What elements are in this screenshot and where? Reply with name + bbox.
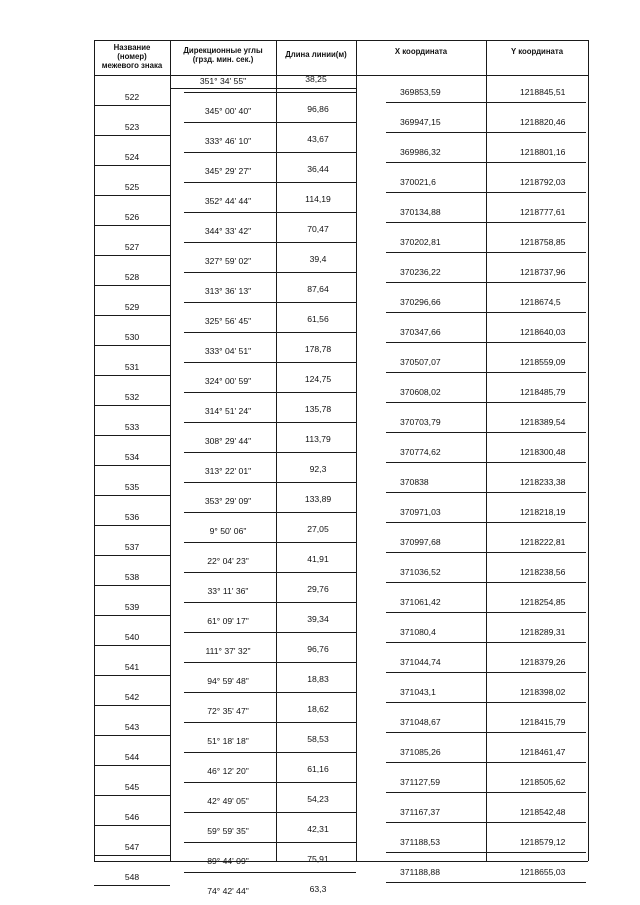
- x-coordinate-cell: 371085,26: [400, 747, 441, 757]
- row-separator-y: [491, 612, 586, 613]
- angle-row-underline: [170, 88, 356, 89]
- row-separator-angle: [184, 152, 356, 153]
- row-separator-angle: [184, 722, 356, 723]
- line-length-cell: 113,79: [305, 434, 331, 444]
- row-separator-angle: [184, 872, 356, 873]
- row-separator-name: [94, 675, 170, 676]
- row-separator-y: [491, 252, 586, 253]
- point-name-cell: 524: [124, 152, 140, 162]
- row-separator-angle: [184, 392, 356, 393]
- row-separator-y: [491, 732, 586, 733]
- column-border-2: [276, 40, 277, 861]
- x-coordinate-cell: 369853,59: [400, 87, 441, 97]
- y-coordinate-cell: 1218758,85: [520, 237, 566, 247]
- row-separator-y: [491, 402, 586, 403]
- direction-angle-cell: 74° 42' 44": [207, 886, 249, 896]
- x-coordinate-cell: 371127,59: [400, 777, 440, 787]
- point-name-cell: 529: [124, 302, 140, 312]
- header-point-name: [94, 43, 170, 70]
- line-length-cell: 42,31: [307, 824, 329, 834]
- line-length-cell: 27,05: [307, 524, 329, 534]
- direction-angle-cell: 59° 59' 35": [207, 826, 249, 836]
- y-coordinate-cell: 1218222,81: [520, 537, 566, 547]
- direction-angle-cell: 352° 44' 44": [204, 196, 252, 206]
- column-border-1: [170, 40, 171, 861]
- header-point-name-line: межевого знака: [101, 61, 163, 70]
- row-separator-y: [491, 882, 586, 883]
- line-length-cell: 18,83: [307, 674, 329, 684]
- line-length-cell: 178,78: [304, 344, 332, 354]
- direction-angle-cell: 313° 22' 01": [204, 466, 252, 476]
- row-separator-name: [94, 825, 170, 826]
- header-direction-angle: [170, 46, 276, 64]
- row-separator-angle: [184, 332, 356, 333]
- x-coordinate-cell: 371061,42: [400, 597, 441, 607]
- row-separator-name: [94, 735, 170, 736]
- row-separator-name: [94, 375, 170, 376]
- direction-angle-cell: 33° 11' 36": [207, 586, 249, 596]
- row-separator-name: [94, 615, 170, 616]
- y-coordinate-cell: 1218238,56: [520, 567, 566, 577]
- row-separator-y: [491, 762, 586, 763]
- row-separator-angle: [184, 782, 356, 783]
- point-name-cell: 543: [124, 722, 140, 732]
- row-separator-name: [94, 285, 170, 286]
- y-coordinate-cell: 1218801,16: [520, 147, 566, 157]
- row-separator-name: [94, 885, 170, 886]
- row-separator-angle: [184, 512, 356, 513]
- column-border-5: [588, 40, 589, 861]
- row-separator-name: [94, 525, 170, 526]
- line-length-cell: 41,91: [307, 554, 329, 564]
- line-length-cell: 96,76: [307, 644, 329, 654]
- row-separator-angle: [184, 212, 356, 213]
- line-length-cell: 39,4: [309, 254, 327, 264]
- row-separator-angle: [184, 572, 356, 573]
- header-direction-angle-line: Дирекционные углы: [183, 46, 263, 55]
- line-length-cell: 61,16: [307, 764, 329, 774]
- direction-angle-cell: 308° 29' 44": [204, 436, 252, 446]
- row-separator-name: [94, 855, 170, 856]
- row-separator-name: [94, 585, 170, 586]
- row-separator-y: [491, 702, 586, 703]
- line-length-cell: 36,44: [307, 164, 329, 174]
- y-coordinate-cell: 1218505,62: [520, 777, 566, 787]
- y-coordinate-cell: 1218289,31: [520, 627, 566, 637]
- row-separator-name: [94, 465, 170, 466]
- x-coordinate-cell: 370703,79: [400, 417, 441, 427]
- y-coordinate-cell: 1218640,03: [520, 327, 566, 337]
- point-name-cell: 534: [124, 452, 140, 462]
- row-separator-angle: [184, 452, 356, 453]
- row-separator-name: [94, 765, 170, 766]
- row-separator-name: [94, 495, 170, 496]
- y-coordinate-cell: 1218485,79: [520, 387, 566, 397]
- y-coordinate-cell: 1218674,5: [520, 297, 561, 307]
- direction-angle-cell: 72° 35' 47": [207, 706, 249, 716]
- row-separator-name: [94, 435, 170, 436]
- direction-angle-cell: 61° 09' 17": [207, 616, 249, 626]
- x-coordinate-cell: 371188,88: [400, 867, 440, 877]
- row-separator-y: [491, 522, 586, 523]
- row-separator-y: [491, 822, 586, 823]
- row-separator-y: [491, 192, 586, 193]
- x-coordinate-cell: 371044,74: [400, 657, 441, 667]
- row-separator-y: [491, 642, 586, 643]
- y-coordinate-cell: 1218398,02: [520, 687, 566, 697]
- y-coordinate-cell: 1218300,48: [520, 447, 566, 457]
- line-length-cell: 54,23: [307, 794, 329, 804]
- point-name-cell: 527: [124, 242, 140, 252]
- point-name-cell: 526: [124, 212, 140, 222]
- row-separator-y: [491, 792, 586, 793]
- line-length-cell: 135,78: [304, 404, 332, 414]
- line-length-cell: 75,91: [307, 854, 329, 864]
- row-separator-angle: [184, 662, 356, 663]
- y-coordinate-cell: 1218379,26: [520, 657, 566, 667]
- y-coordinate-cell: 1218254,85: [520, 597, 566, 607]
- row-separator-name: [94, 135, 170, 136]
- line-length-cell: 63,3: [309, 884, 327, 894]
- point-name-cell: 535: [124, 482, 140, 492]
- x-coordinate-cell: 370971,03: [400, 507, 441, 517]
- line-length-cell: 58,53: [307, 734, 329, 744]
- line-length-cell: 96,86: [307, 104, 329, 114]
- y-coordinate-cell: 1218542,48: [520, 807, 566, 817]
- point-name-cell: 547: [124, 842, 140, 852]
- point-name-cell: 531: [124, 362, 140, 372]
- line-length-cell: 114,19: [305, 194, 331, 204]
- line-length-cell: 29,76: [307, 584, 329, 594]
- x-coordinate-cell: 369986,32: [400, 147, 441, 157]
- row-separator-name: [94, 345, 170, 346]
- point-name-cell: 544: [124, 752, 140, 762]
- line-length-cell: 133,89: [304, 494, 332, 504]
- line-length-cell: 124,75: [304, 374, 332, 384]
- row-separator-y: [491, 582, 586, 583]
- point-name-cell: 540: [124, 632, 140, 642]
- x-coordinate-cell: 370202,81: [400, 237, 441, 247]
- row-separator-y: [491, 432, 586, 433]
- column-border-0: [94, 40, 95, 861]
- y-coordinate-cell: 1218579,12: [520, 837, 566, 847]
- y-coordinate-cell: 1218777,61: [520, 207, 566, 217]
- line-length-cell: 43,67: [307, 134, 329, 144]
- row-separator-y: [491, 372, 586, 373]
- y-coordinate-cell: 1218845,51: [520, 87, 566, 97]
- y-coordinate-cell: 1218655,03: [520, 867, 566, 877]
- direction-angle-cell: 22° 04' 23": [207, 556, 249, 566]
- point-name-cell: 541: [124, 662, 140, 672]
- row-separator-name: [94, 315, 170, 316]
- direction-angle-cell: 327° 59' 02": [204, 256, 252, 266]
- point-name-cell: 548: [124, 872, 140, 882]
- y-coordinate-cell: 1218820,46: [520, 117, 566, 127]
- row-separator-angle: [184, 272, 356, 273]
- row-separator-angle: [184, 812, 356, 813]
- row-separator-angle: [184, 632, 356, 633]
- row-separator-y: [491, 222, 586, 223]
- row-separator-y: [491, 342, 586, 343]
- x-coordinate-cell: 370347,66: [400, 327, 441, 337]
- direction-angle-cell: 333° 46' 10": [204, 136, 252, 146]
- row-separator-angle: [184, 122, 356, 123]
- y-coordinate-cell: 1218233,38: [520, 477, 566, 487]
- direction-angle-cell: 353° 29' 09": [204, 496, 252, 506]
- x-coordinate-cell: 370021,6: [400, 177, 436, 187]
- row-separator-angle: [184, 692, 356, 693]
- row-separator-y: [491, 312, 586, 313]
- x-coordinate-cell: 370608,02: [400, 387, 441, 397]
- y-coordinate-cell: 1218389,54: [520, 417, 566, 427]
- y-coordinate-cell: 1218415,79: [520, 717, 566, 727]
- x-coordinate-cell: 371167,37: [400, 807, 440, 817]
- point-name-cell: 522: [124, 92, 140, 102]
- header-direction-angle-line: (грзд. мин. сек.): [192, 55, 254, 64]
- line-length-cell: 92,3: [309, 464, 327, 474]
- row-separator-y: [491, 672, 586, 673]
- row-separator-angle: [184, 542, 356, 543]
- point-name-cell: 523: [124, 122, 140, 132]
- direction-angle-cell: 324° 00' 59": [204, 376, 252, 386]
- x-coordinate-cell: 371080,4: [400, 627, 436, 637]
- header-x-coordinate-line: X координата: [394, 47, 448, 56]
- row-separator-y: [491, 162, 586, 163]
- direction-angle-cell: 344° 33' 42": [204, 226, 252, 236]
- direction-angle-cell: 325° 56' 45": [204, 316, 252, 326]
- line-length-cell: 87,64: [307, 284, 329, 294]
- row-separator-y: [491, 852, 586, 853]
- point-name-cell: 530: [124, 332, 140, 342]
- point-name-cell: 532: [124, 392, 140, 402]
- header-y-coordinate: [486, 47, 588, 56]
- x-coordinate-cell: 371043,1: [400, 687, 436, 697]
- row-separator-y: [491, 462, 586, 463]
- direction-angle-cell: 345° 29' 27": [204, 166, 252, 176]
- point-name-cell: 536: [124, 512, 140, 522]
- line-length-cell: 38,25: [305, 74, 327, 84]
- point-name-cell: 545: [124, 782, 140, 792]
- row-separator-name: [94, 405, 170, 406]
- y-coordinate-cell: 1218559,09: [520, 357, 566, 367]
- direction-angle-cell: 351° 34' 55": [199, 76, 247, 86]
- direction-angle-cell: 46° 12' 20": [207, 766, 249, 776]
- x-coordinate-cell: 370997,68: [400, 537, 441, 547]
- point-name-cell: 528: [124, 272, 140, 282]
- x-coordinate-cell: 370296,66: [400, 297, 441, 307]
- row-separator-name: [94, 705, 170, 706]
- x-coordinate-cell: 371188,53: [400, 837, 440, 847]
- direction-angle-cell: 333° 04' 51": [204, 346, 252, 356]
- line-length-cell: 39,34: [307, 614, 329, 624]
- header-line-length-line: Длина линии(м): [285, 50, 347, 59]
- line-length-cell: 70,47: [307, 224, 329, 234]
- x-coordinate-cell: 370507,07: [400, 357, 441, 367]
- x-coordinate-cell: 371036,52: [400, 567, 441, 577]
- row-separator-angle: [184, 602, 356, 603]
- direction-angle-cell: 111° 37' 32": [205, 646, 251, 656]
- direction-angle-cell: 345° 00' 40": [204, 106, 252, 116]
- header-y-coordinate-line: Y координата: [510, 47, 564, 56]
- line-length-cell: 18,62: [307, 704, 329, 714]
- row-separator-angle: [184, 842, 356, 843]
- row-separator-name: [94, 555, 170, 556]
- row-separator-name: [94, 165, 170, 166]
- row-separator-y: [491, 102, 586, 103]
- row-separator-angle: [184, 92, 356, 93]
- header-point-name-line: (номер): [117, 52, 147, 61]
- row-separator-y: [491, 492, 586, 493]
- direction-angle-cell: 314° 51' 24": [204, 406, 252, 416]
- row-separator-angle: [184, 302, 356, 303]
- point-name-cell: 546: [124, 812, 140, 822]
- x-coordinate-cell: 369947,15: [400, 117, 441, 127]
- y-coordinate-cell: 1218218,19: [520, 507, 566, 517]
- x-coordinate-cell: 370236,22: [400, 267, 441, 277]
- direction-angle-cell: 9° 50' 06": [209, 526, 247, 536]
- point-name-cell: 539: [124, 602, 140, 612]
- row-separator-name: [94, 645, 170, 646]
- x-coordinate-cell: 371048,67: [400, 717, 441, 727]
- row-separator-y: [491, 132, 586, 133]
- row-separator-name: [94, 795, 170, 796]
- y-coordinate-cell: 1218737,96: [520, 267, 566, 277]
- point-name-cell: 542: [124, 692, 140, 702]
- row-separator-angle: [184, 422, 356, 423]
- header-point-name-line: Название: [113, 43, 151, 52]
- row-separator-angle: [184, 182, 356, 183]
- direction-angle-cell: 42° 49' 05": [207, 796, 249, 806]
- direction-angle-cell: 89° 44' 09": [207, 856, 249, 866]
- point-name-cell: 525: [124, 182, 140, 192]
- column-border-4: [486, 40, 487, 861]
- row-separator-angle: [184, 482, 356, 483]
- x-coordinate-cell: 370838: [400, 477, 429, 487]
- row-separator-y: [491, 552, 586, 553]
- y-coordinate-cell: 1218461,47: [520, 747, 566, 757]
- x-coordinate-cell: 370134,88: [400, 207, 441, 217]
- row-separator-name: [94, 105, 170, 106]
- line-length-cell: 61,56: [307, 314, 329, 324]
- x-coordinate-cell: 370774,62: [400, 447, 441, 457]
- direction-angle-cell: 313° 36' 13": [204, 286, 252, 296]
- table-top-border: [94, 40, 588, 41]
- row-separator-angle: [184, 362, 356, 363]
- row-separator-y: [491, 282, 586, 283]
- row-separator-name: [94, 225, 170, 226]
- point-name-cell: 533: [124, 422, 140, 432]
- point-name-cell: 537: [124, 542, 140, 552]
- direction-angle-cell: 51° 18' 18": [207, 736, 249, 746]
- row-separator-angle: [184, 242, 356, 243]
- header-x-coordinate: [356, 47, 486, 56]
- row-separator-angle: [184, 752, 356, 753]
- y-coordinate-cell: 1218792,03: [520, 177, 566, 187]
- direction-angle-cell: 94° 59' 48": [207, 676, 249, 686]
- row-separator-name: [94, 255, 170, 256]
- point-name-cell: 538: [124, 572, 140, 582]
- row-separator-name: [94, 195, 170, 196]
- header-line-length: [276, 50, 356, 59]
